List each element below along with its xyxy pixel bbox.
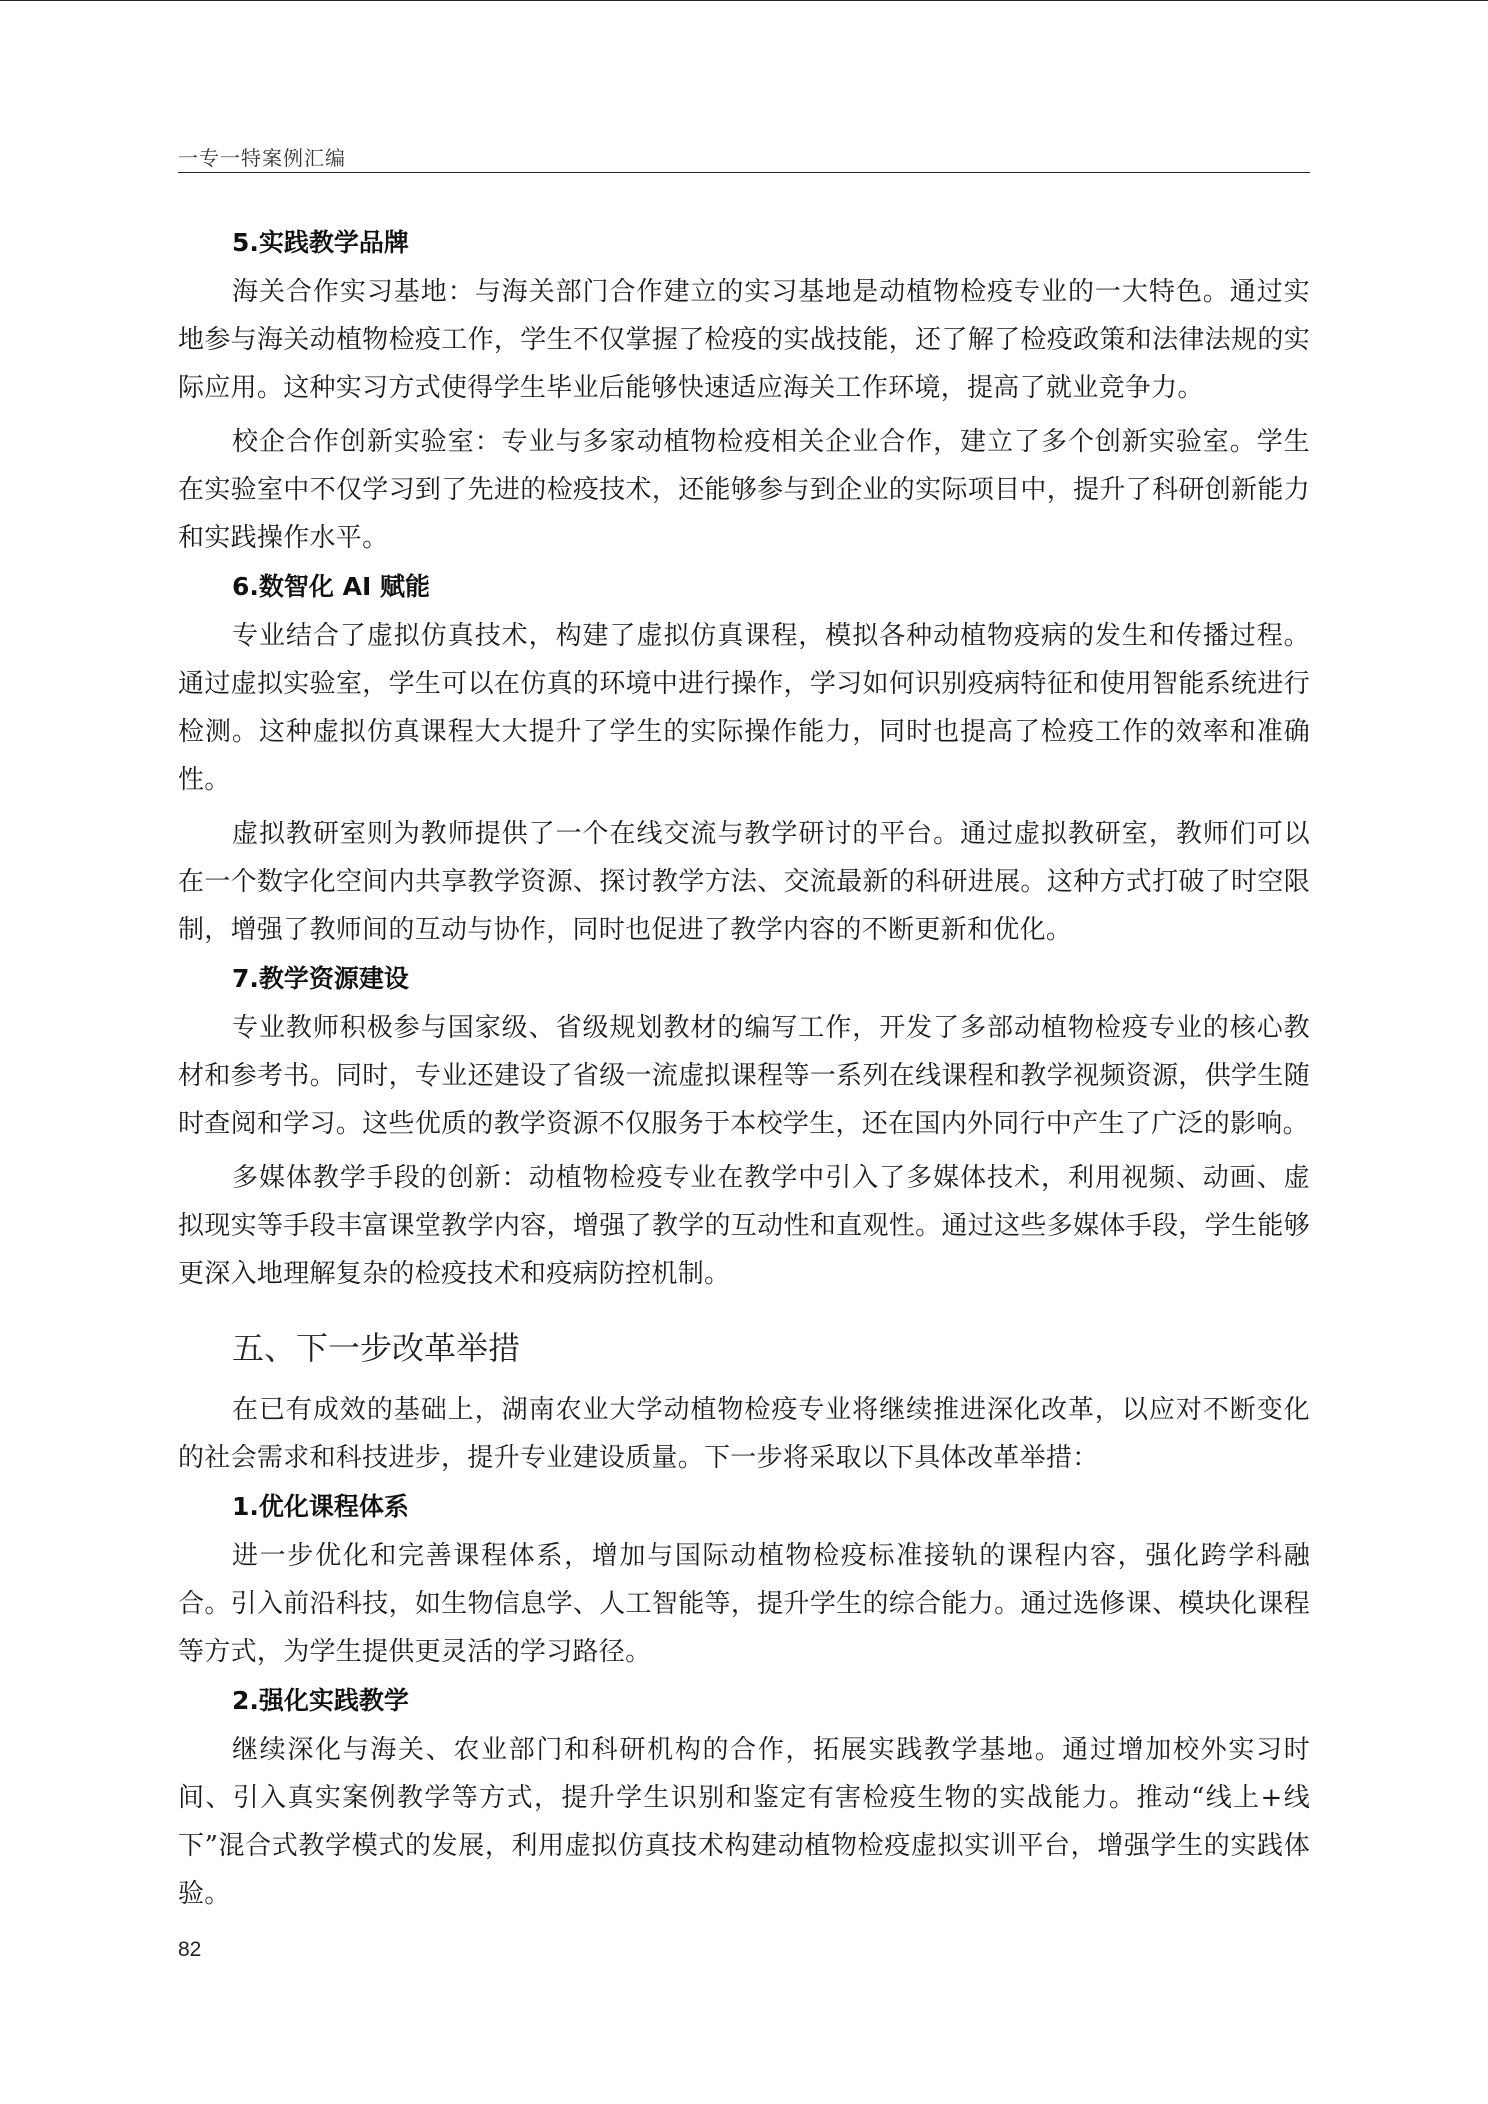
page-number: 82 xyxy=(178,1938,202,1961)
header-rule xyxy=(178,172,1310,173)
paragraph-customs-base: 海关合作实习基地：与海关部门合作建立的实习基地是动植物检疫专业的一大特色。通过实地参与海关动植物检疫工作，学生不仅掌握了检疫的实战技能，还了解了检疫政策和法律法规的实际应用。这种实习方式使得学生毕业后能够快速适应海关工作环境，提高了就业竞争力。 xyxy=(178,277,1310,403)
running-header: 一专一特案例汇编 xyxy=(178,146,346,170)
section-heading-next-steps: 五、下一步改革举措 xyxy=(232,1329,521,1367)
paragraph-innovation-lab: 校企合作创新实验室：专业与多家动植物检疫相关企业合作，建立了多个创新实验室。学生在实验室中不仅学习到了先进的检疫技术，还能够参与到企业的实际项目中，提升了科研创新能力和实践操作水平。 xyxy=(178,427,1310,553)
paragraph-virtual-teaching-office: 虚拟教研室则为教师提供了一个在线交流与教学研讨的平台。通过虚拟教研室，教师们可以在一个数字化空间内共享教学资源、探讨教学方法、交流最新的科研进展。这种方式打破了时空限制，增强了教师间的互动与协作，同时也促进了教学内容的不断更新和优化。 xyxy=(178,819,1310,945)
page-top-rule xyxy=(0,0,1488,1)
subheading-optimize-curriculum: 1.优化课程体系 xyxy=(232,1492,409,1521)
subheading-strengthen-practice: 2.强化实践教学 xyxy=(232,1686,409,1715)
paragraph-textbooks: 专业教师积极参与国家级、省级规划教材的编写工作，开发了多部动植物检疫专业的核心教材和参考书。同时，专业还建设了省级一流虚拟课程等一系列在线课程和教学视频资源，供学生随时查阅和学习。这些优质的教学资源不仅服务于本校学生，还在国内外同行中产生了广泛的影响。 xyxy=(178,1013,1310,1139)
page-body xyxy=(178,218,1310,1918)
paragraph-virtual-simulation: 专业结合了虚拟仿真技术，构建了虚拟仿真课程，模拟各种动植物疫病的发生和传播过程。通过虚拟实验室，学生可以在仿真的环境中进行操作，学习如何识别疫病特征和使用智能系统进行检测。这种虚拟仿真课程大大提升了学生的实际操作能力，同时也提高了检疫工作的效率和准确性。 xyxy=(178,621,1310,795)
paragraph-multimedia: 多媒体教学手段的创新：动植物检疫专业在教学中引入了多媒体技术，利用视频、动画、虚拟现实等手段丰富课堂教学内容，增强了教学的互动性和直观性。通过这些多媒体手段，学生能够更深入地理解复杂的检疫技术和疫病防控机制。 xyxy=(178,1163,1310,1289)
paragraph-curriculum: 进一步优化和完善课程体系，增加与国际动植物检疫标准接轨的课程内容，强化跨学科融合。引入前沿科技，如生物信息学、人工智能等，提升学生的综合能力。通过选修课、模块化课程等方式，为学生提供更灵活的学习路径。 xyxy=(178,1541,1310,1667)
paragraph-next-steps-intro: 在已有成效的基础上，湖南农业大学动植物检疫专业将继续推进深化改革，以应对不断变化的社会需求和科技进步，提升专业建设质量。下一步将采取以下具体改革举措： xyxy=(178,1395,1310,1473)
subheading-practice-brand: 5.实践教学品牌 xyxy=(232,228,409,257)
subheading-teaching-resources: 7.教学资源建设 xyxy=(232,964,409,993)
subheading-digital-ai: 6.数智化 AI 赋能 xyxy=(232,572,430,601)
paragraph-practice: 继续深化与海关、农业部门和科研机构的合作，拓展实践教学基地。通过增加校外实习时间、引入真实案例教学等方式，提升学生识别和鉴定有害检疫生物的实战能力。推动“线上+线下”混合式教学模式的发展，利用虚拟仿真技术构建动植物检疫虚拟实训平台，增强学生的实践体验。 xyxy=(178,1735,1310,1909)
